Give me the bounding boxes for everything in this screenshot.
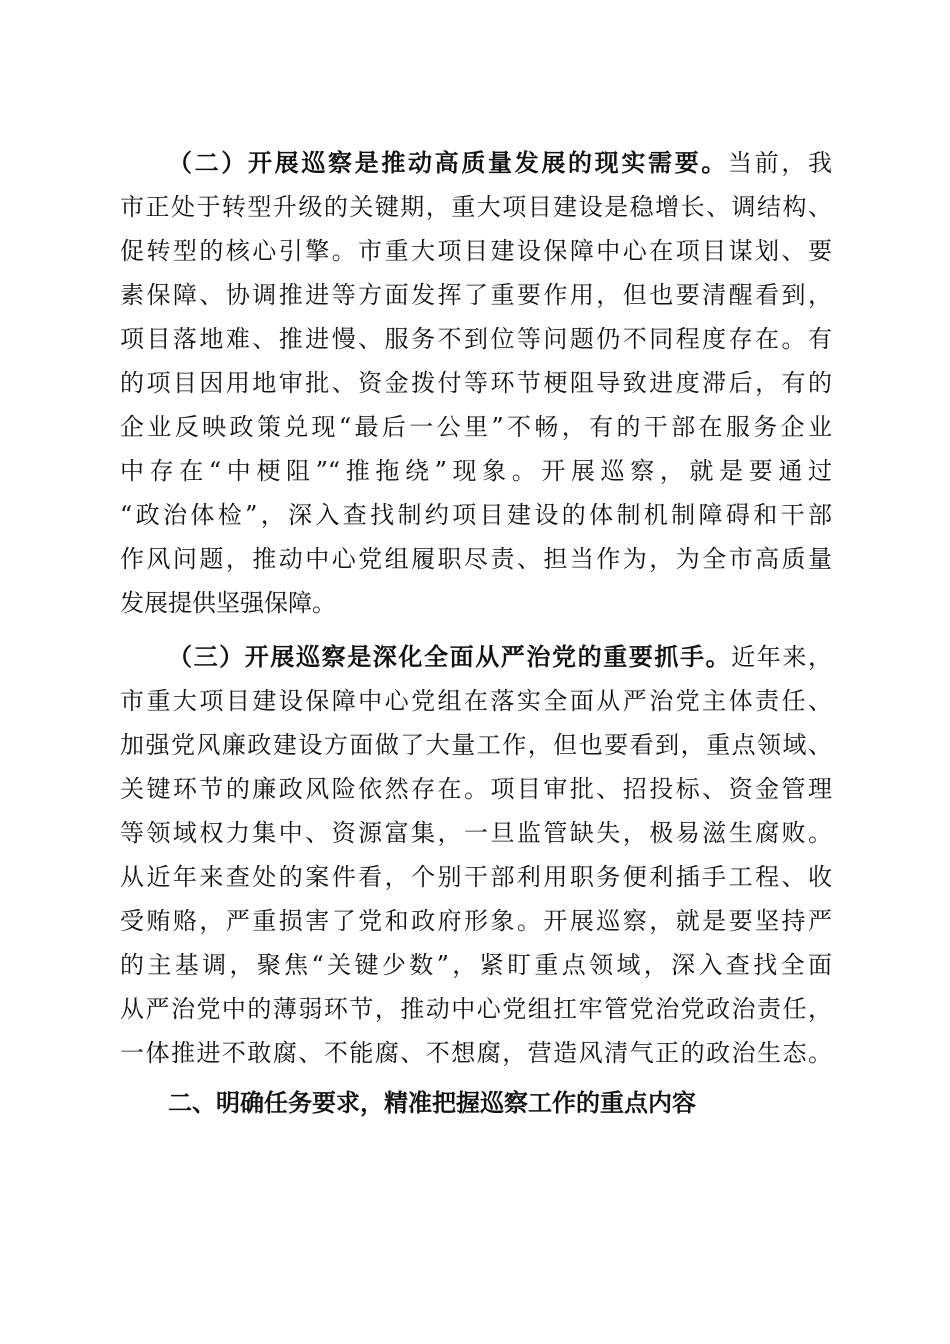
paragraph-line: 企业反映政策兑现“最后一公里”不畅，有的干部在服务企业 (120, 413, 832, 441)
paragraph-line: 作风问题，推动中心党组履职尽责、担当作为，为全市高质量 (120, 545, 832, 573)
paragraph-line: 从近年来查处的案件看，个别干部利用职务便利插手工程、收 (120, 863, 832, 891)
paragraph-line: “政治体检”，深入查找制约项目建设的体制机制障碍和干部 (120, 501, 832, 529)
paragraph-lead: （二）开展巡察是推动高质量发展的现实需要。 (168, 148, 728, 177)
paragraph-line: 关键环节的廉政风险依然存在。项目审批、招投标、资金管理 (120, 775, 832, 803)
paragraph-line: 的主基调，聚焦“关键少数”，紧盯重点领域，深入查找全面 (120, 951, 832, 979)
paragraph-line: 的项目因用地审批、资金拨付等环节梗阻导致进度滞后，有的 (120, 369, 832, 397)
paragraph-line: 加强党风廉政建设方面做了大量工作，但也要看到，重点领域、 (120, 731, 832, 759)
section-heading: 二、明确任务要求，精准把握巡察工作的重点内容 (168, 1088, 696, 1117)
paragraph-line: 发展提供坚强保障。 (120, 589, 336, 617)
paragraph-line: 素保障、协调推进等方面发挥了重要作用，但也要清醒看到， (120, 281, 832, 309)
paragraph-line: 市正处于转型升级的关键期，重大项目建设是稳增长、调结构、 (120, 193, 832, 221)
paragraph-line: 等领域权力集中、资源富集，一旦监管缺失，极易滋生腐败。 (120, 819, 832, 847)
paragraph-line: 中存在“中梗阻”“推拖绕”现象。开展巡察，就是要通过 (120, 457, 832, 485)
paragraph-line: （二）开展巡察是推动高质量发展的现实需要。当前，我 (168, 148, 832, 177)
paragraph-line: （三）开展巡察是深化全面从严治党的重要抓手。近年来， (168, 642, 833, 671)
paragraph-line: 从严治党中的薄弱环节，推动中心党组扛牢管党治党政治责任， (120, 995, 832, 1023)
paragraph-line: 促转型的核心引擎。市重大项目建设保障中心在项目谋划、要 (120, 237, 832, 265)
paragraph-line: 项目落地难、推进慢、服务不到位等问题仍不同程度存在。有 (120, 325, 832, 353)
paragraph-line: 市重大项目建设保障中心党组在落实全面从严治党主体责任、 (120, 687, 832, 715)
paragraph-line: 受贿赂，严重损害了党和政府形象。开展巡察，就是要坚持严 (120, 907, 832, 935)
paragraph-line: 一体推进不敢腐、不能腐、不想腐，营造风清气正的政治生态。 (120, 1039, 832, 1067)
paragraph-lead: （三）开展巡察是深化全面从严治党的重要抓手。 (168, 642, 732, 671)
